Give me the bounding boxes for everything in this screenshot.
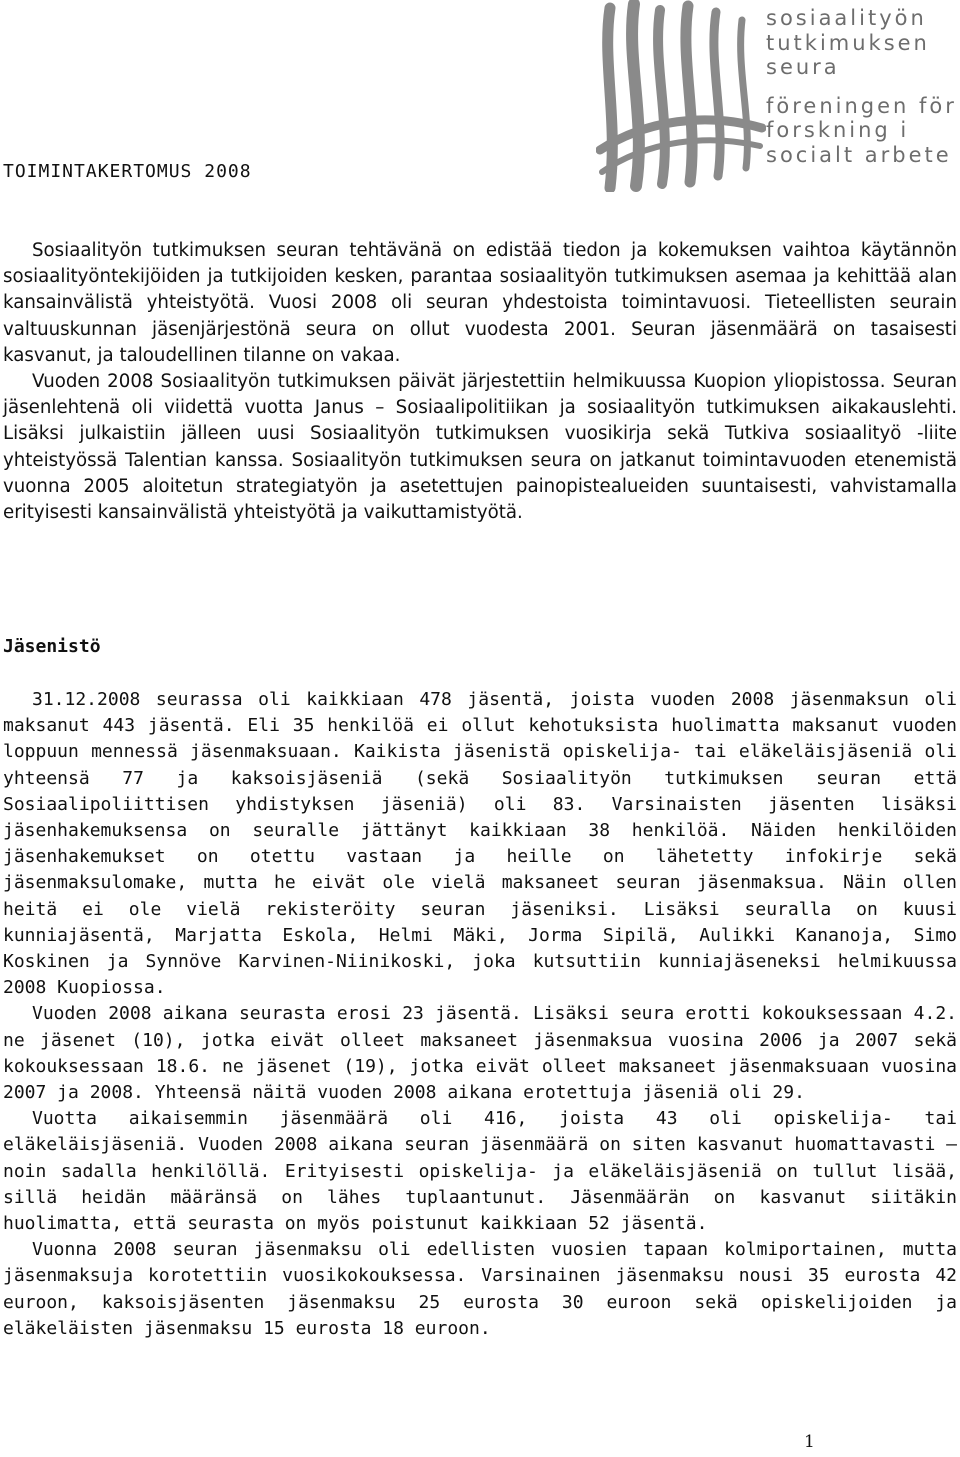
logo-line: forskning i — [766, 118, 910, 142]
logo-line: seura — [766, 55, 840, 79]
logo-line: föreningen för — [766, 93, 957, 118]
page-number: 1 — [804, 1432, 815, 1452]
paragraph: Vuotta aikaisemmin jäsenmäärä oli 416, joista 43 oli opiskelija- tai eläkeläisjäseniä. Vuoden 2008 aikana seuran jäsenmäärä on siten kasvanut huomattavasti – noin sadalla henkilöllä. Erityisesti opiskelija- ja eläkeläisjäseniä on tullut lisää, sillä heidän määränsä on lähes tuplaantunut. Jäsenmäärän on kasvanut siitäkin huolimatta, että seurasta on myös poistunut kaikkiaan 52 jäsentä. — [3, 1108, 957, 1235]
paragraph: 31.12.2008 seurassa oli kaikkiaan 478 jäsentä, joista vuoden 2008 jäsenmaksun oli maksanut 443 jäsentä. Eli 35 henkilöä ei ollut kehotuksista huolimatta maksanut vuoden loppuun mennessä jäsenmaksuaan. Kaikista jäsenistä opiskelija- tai eläkeläisjäseniä oli yhteensä 77 ja kaksoisjäseniä (sekä Sosiaalityön tutkimuksen seuran että Sosiaalipoliittisen yhdistyksen jäseniä) oli 83. Varsinaisten jäsenten lisäksi jäsenhakemuksensa on seuralle jättänyt kaikkiaan 38 henkilöä. Näiden henkilöiden jäsenhakemukset on otettu vastaan ja heille on lähetetty infokirje sekä jäsenmaksulomake, mutta he eivät ole vielä maksaneet seuran jäsenmaksua. Näin ollen heitä ei ole vielä rekisteröity seuran jäseniksi. Lisäksi seuralla on kuusi kunniajäsentä, Marjatta Eskola, Helmi Mäki, Jorma Sipilä, Aulikki Kananoja, Simo Koskinen ja Synnöve Karvinen-Niinikoski, joka kutsuttiin kunniajäseneksi helmikuussa 2008 Kuopiossa. — [3, 689, 957, 999]
paragraph: Sosiaalityön tutkimuksen seuran tehtävänä on edistää tiedon ja kokemuksen vaihtoa käytännön sosiaalityöntekijöiden ja tutkijoiden kesken, parantaa sosiaalityön tutkimuksen asemaa ja kehittää alan kansainvälistä yhteistyötä. Vuosi 2008 oli seuran yhdestoista toimintavuosi. Tieteellisten seurain valtuuskunnan jäsenjärjestönä seura on ollut vuodesta 2001. Seuran jäsenmäärä on tasaisesti kasvanut, ja taloudellinen tilanne on vakaa. — [3, 240, 957, 366]
section-heading-members: Jäsenistö — [3, 636, 101, 657]
logo-line: socialt arbete — [766, 142, 952, 167]
document-title: TOIMINTAKERTOMUS 2008 — [3, 161, 252, 182]
paragraph: Vuoden 2008 Sosiaalityön tutkimuksen päivät järjestettiin helmikuussa Kuopion yliopistossa. Seuran jäsenlehtenä oli viidettä vuotta Janus – Sosiaalipolitiikan ja sosiaalityön tutkimuksen aikakauslehti. Lisäksi julkaistiin jälleen uusi Sosiaalityön tutkimuksen vuosikirja sekä Tutkiva sosiaalityö -liite yhteistyössä Talentian kanssa. Sosiaalityön tutkimuksen seura on jatkanut toimintavuoden etenemistä vuonna 2005 aloitetun strategiatyön ja asetettujen painopistealueiden suuntaisesti, vahvistamalla erityisesti kansainvälistä yhteistyötä ja vaikuttamistyötä. — [3, 371, 957, 524]
members-section — [3, 687, 957, 1342]
society-logo — [596, 0, 960, 192]
logo-mark-icon — [596, 0, 766, 192]
paragraph: Vuonna 2008 seuran jäsenmaksu oli edellisten vuosien tapaan kolmiportainen, mutta jäsenmaksuja korotettiin vuosikokouksessa. Varsinainen jäsenmaksu nousi 35 eurosta 42 euroon, kaksoisjäsenten jäsenmaksu 25 eurosta 30 euroon sekä opiskelijoiden ja eläkeläisten jäsenmaksu 15 eurosta 18 euroon. — [3, 1239, 957, 1339]
logo-line: sosiaalityön — [766, 6, 927, 30]
logo-line: tutkimuksen — [766, 30, 930, 55]
paragraph: Vuoden 2008 aikana seurasta erosi 23 jäsentä. Lisäksi seura erotti kokouksessaan 4.2. ne jäsenet (10), jotka eivät olleet maksaneet jäsenmaksua vuosina 2006 ja 2007 sekä kokouksessaan 18.6. ne jäsenet (19), jotka eivät olleet maksaneet jäsenmaksuaan vuosina 2007 ja 2008. Yhteensä näitä vuoden 2008 aikana erotettuja jäseniä oli 29. — [3, 1003, 957, 1104]
logo-text — [766, 6, 957, 167]
intro-section — [3, 238, 957, 526]
